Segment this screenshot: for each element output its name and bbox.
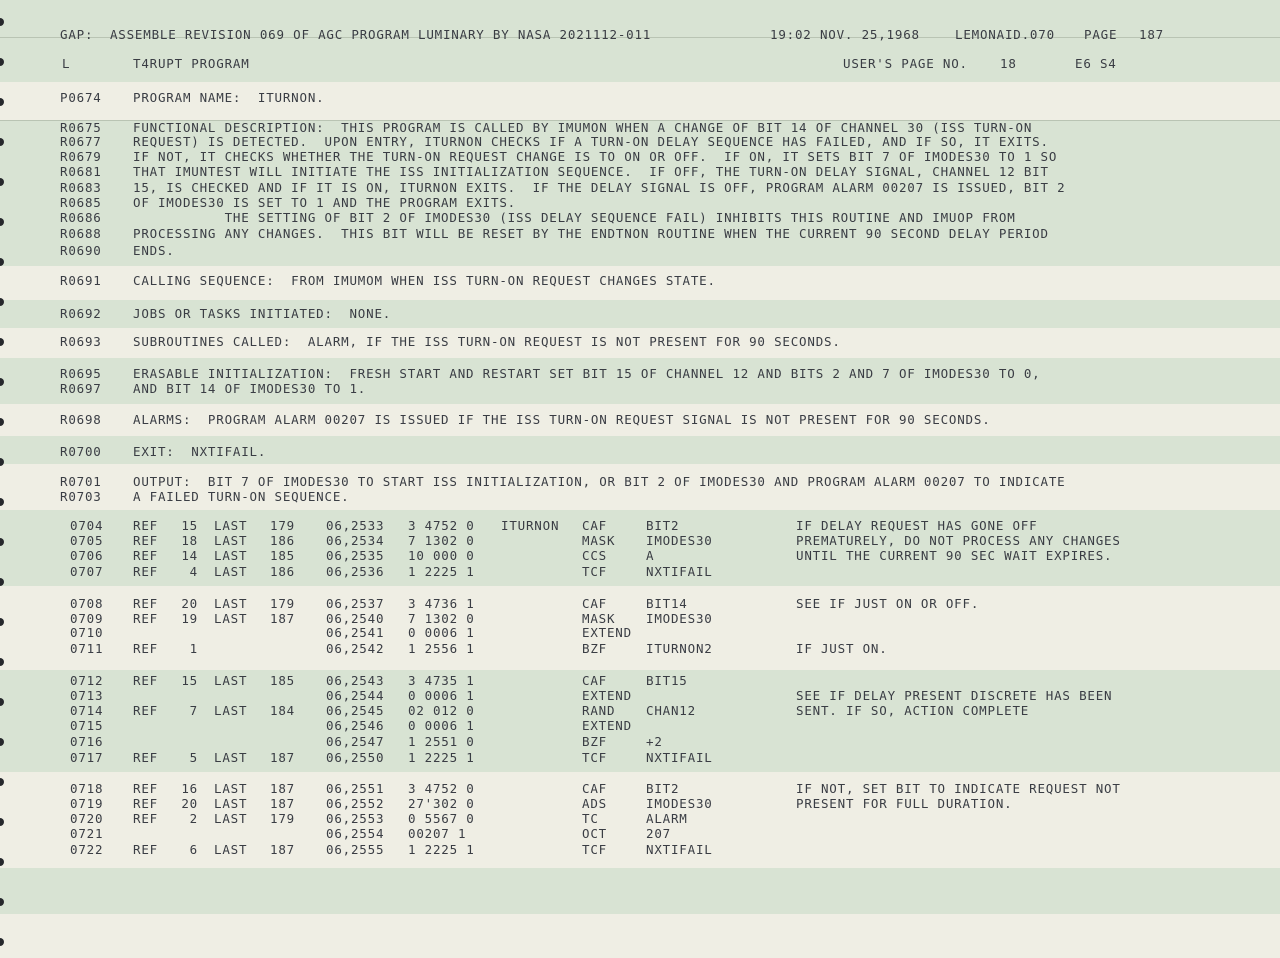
code-line (0, 750, 1280, 766)
line-id: R0691 (60, 273, 102, 288)
code-line (0, 533, 1280, 549)
octal-word: 00207 1 (408, 826, 467, 841)
program-name: LEMONAID.070 (955, 27, 1055, 42)
code-line (0, 811, 1280, 827)
opcode: CAF (582, 673, 607, 688)
ref-keyword: REF (133, 548, 158, 563)
operand: NXTIFAIL (646, 750, 713, 765)
comment-text: A FAILED TURN-ON SEQUENCE. (133, 489, 350, 504)
comment-text: ERASABLE INITIALIZATION: FRESH START AND RESTART SET BIT 15 OF CHANNEL 12 AND BITS 2 AND 7 OF IMODES30 TO 0, (133, 366, 1041, 381)
octal-word: 3 4735 1 (408, 673, 475, 688)
code-comment: SENT. IF SO, ACTION COMPLETE (796, 703, 1030, 718)
comment-text: PROGRAM NAME: ITURNON. (133, 90, 325, 105)
ref-count: 2 (189, 811, 198, 826)
comment-text: REQUEST) IS DETECTED. UPON ENTRY, ITURNON CHECKS IF A TURN-ON DELAY SEQUENCE HAS FAILED, AND IF SO, IT EXITS. (133, 134, 1049, 149)
octal-word: 0 0006 1 (408, 688, 475, 703)
comment-line (0, 273, 1280, 289)
address: 06,2536 (326, 564, 385, 579)
comment-text: IF NOT, IT CHECKS WHETHER THE TURN-ON REQUEST CHANGE IS TO ON OR OFF. IF ON, IT SETS BIT 7 OF IMODES30 TO 1 SO (133, 149, 1058, 164)
address: 06,2550 (326, 750, 385, 765)
line-id: R0693 (60, 334, 102, 349)
ref-count: 18 (181, 533, 198, 548)
line-number: 0707 (70, 564, 104, 579)
comment-line (0, 412, 1280, 428)
operand: BIT15 (646, 673, 688, 688)
operand: NXTIFAIL (646, 842, 713, 857)
comment-line (0, 306, 1280, 322)
line-number: 0715 (70, 718, 104, 733)
comment-line (0, 164, 1280, 180)
line-number: 0706 (70, 548, 104, 563)
comment-line (0, 180, 1280, 196)
operand: IMODES30 (646, 796, 713, 811)
address: 06,2552 (326, 796, 385, 811)
address: 06,2533 (326, 518, 385, 533)
code-line (0, 548, 1280, 564)
operand: BIT2 (646, 518, 680, 533)
last-keyword: LAST (214, 564, 248, 579)
line-id: R0697 (60, 381, 102, 396)
last-page: 184 (270, 703, 295, 718)
line-id: R0700 (60, 444, 102, 459)
line-id: R0683 (60, 180, 102, 195)
code-comment: UNTIL THE CURRENT 90 SEC WAIT EXPIRES. (796, 548, 1113, 563)
line-id: R0690 (60, 243, 102, 258)
code-comment: IF DELAY REQUEST HAS GONE OFF (796, 518, 1038, 533)
line-id: P0674 (60, 90, 102, 105)
line-number: 0721 (70, 826, 104, 841)
operand: BIT14 (646, 596, 688, 611)
comment-line (0, 134, 1280, 150)
code-line (0, 625, 1280, 641)
octal-word: 0 5567 0 (408, 811, 475, 826)
ref-keyword: REF (133, 596, 158, 611)
ref-count: 15 (181, 518, 198, 533)
address: 06,2541 (326, 625, 385, 640)
operand: CHAN12 (646, 703, 696, 718)
opcode: CAF (582, 596, 607, 611)
octal-word: 7 1302 0 (408, 533, 475, 548)
opcode: CCS (582, 548, 607, 563)
address: 06,2551 (326, 781, 385, 796)
line-number: 0708 (70, 596, 104, 611)
line-number: 0720 (70, 811, 104, 826)
last-keyword: LAST (214, 548, 248, 563)
ref-keyword: REF (133, 811, 158, 826)
comment-text: THAT IMUNTEST WILL INITIATE THE ISS INITIALIZATION SEQUENCE. IF OFF, THE TURN-ON DELAY SIGNAL, CHANNEL 12 BIT (133, 164, 1049, 179)
opcode: CAF (582, 781, 607, 796)
comment-text: SUBROUTINES CALLED: ALARM, IF THE ISS TURN-ON REQUEST IS NOT PRESENT FOR 90 SECONDS. (133, 334, 841, 349)
comment-text: ALARMS: PROGRAM ALARM 00207 IS ISSUED IF THE ISS TURN-ON REQUEST SIGNAL IS NOT PRESENT FOR 90 SECONDS. (133, 412, 991, 427)
last-keyword: LAST (214, 611, 248, 626)
ref-keyword: REF (133, 796, 158, 811)
comment-text: THE SETTING OF BIT 2 OF IMODES30 (ISS DELAY SEQUENCE FAIL) INHIBITS THIS ROUTINE AND IMUOP FROM (133, 210, 1016, 225)
code-line (0, 781, 1280, 797)
address: 06,2547 (326, 734, 385, 749)
ref-keyword: REF (133, 750, 158, 765)
line-number: 0705 (70, 533, 104, 548)
comment-text: EXIT: NXTIFAIL. (133, 444, 267, 459)
timestamp: 19:02 NOV. 25,1968 (770, 27, 920, 42)
section-title: T4RUPT PROGRAM (133, 56, 250, 71)
operand: ALARM (646, 811, 688, 826)
octal-word: 27'302 0 (408, 796, 475, 811)
comment-line (0, 90, 1280, 106)
code-line (0, 718, 1280, 734)
code-comment: IF JUST ON. (796, 641, 888, 656)
line-id: R0686 (60, 210, 102, 225)
octal-word: 3 4752 0 (408, 518, 475, 533)
code-line (0, 796, 1280, 812)
ref-keyword: REF (133, 842, 158, 857)
last-keyword: LAST (214, 533, 248, 548)
code-comment: SEE IF DELAY PRESENT DISCRETE HAS BEEN (796, 688, 1113, 703)
line-id: R0701 (60, 474, 102, 489)
octal-word: 1 2225 1 (408, 842, 475, 857)
opcode: MASK (582, 533, 616, 548)
code-comment: SEE IF JUST ON OR OFF. (796, 596, 980, 611)
last-page: 179 (270, 811, 295, 826)
address: 06,2544 (326, 688, 385, 703)
assembly-title: GAP: ASSEMBLE REVISION 069 OF AGC PROGRAM LUMINARY BY NASA 2021112-011 (60, 27, 652, 42)
line-id: R0681 (60, 164, 102, 179)
octal-word: 1 2556 1 (408, 641, 475, 656)
address: 06,2542 (326, 641, 385, 656)
comment-text: CALLING SEQUENCE: FROM IMUMOM WHEN ISS TURN-ON REQUEST CHANGES STATE. (133, 273, 716, 288)
last-page: 187 (270, 750, 295, 765)
octal-word: 0 0006 1 (408, 625, 475, 640)
comment-line (0, 243, 1280, 259)
paper-band (0, 914, 1280, 958)
line-number: 0709 (70, 611, 104, 626)
opcode: TC (582, 811, 599, 826)
listing-subheader (0, 56, 1280, 72)
address: 06,2546 (326, 718, 385, 733)
operand: A (646, 548, 655, 563)
ref-count: 19 (181, 611, 198, 626)
ref-count: 15 (181, 673, 198, 688)
line-id: R0698 (60, 412, 102, 427)
last-page: 186 (270, 533, 295, 548)
opcode: EXTEND (582, 625, 632, 640)
opcode: TCF (582, 750, 607, 765)
last-page: 187 (270, 781, 295, 796)
opcode: CAF (582, 518, 607, 533)
comment-line (0, 226, 1280, 242)
ref-keyword: REF (133, 673, 158, 688)
last-keyword: LAST (214, 703, 248, 718)
opcode: ADS (582, 796, 607, 811)
opcode: EXTEND (582, 718, 632, 733)
code-line (0, 518, 1280, 534)
address: 06,2535 (326, 548, 385, 563)
line-number: 0717 (70, 750, 104, 765)
ref-keyword: REF (133, 564, 158, 579)
page-code: E6 S4 (1075, 56, 1117, 71)
line-id: R0685 (60, 195, 102, 210)
last-keyword: LAST (214, 673, 248, 688)
line-id: R0677 (60, 134, 102, 149)
opcode: TCF (582, 842, 607, 857)
address: 06,2534 (326, 533, 385, 548)
line-number: 0713 (70, 688, 104, 703)
ref-count: 14 (181, 548, 198, 563)
ref-count: 16 (181, 781, 198, 796)
octal-word: 1 2225 1 (408, 564, 475, 579)
ref-count: 5 (189, 750, 198, 765)
last-page: 186 (270, 564, 295, 579)
last-keyword: LAST (214, 811, 248, 826)
operand: IMODES30 (646, 611, 713, 626)
last-page: 187 (270, 611, 295, 626)
octal-word: 10 000 0 (408, 548, 475, 563)
ref-count: 6 (189, 842, 198, 857)
code-line (0, 641, 1280, 657)
page-label: PAGE (1084, 27, 1118, 42)
symbol-label: ITURNON (501, 518, 560, 533)
octal-word: 0 0006 1 (408, 718, 475, 733)
line-number: 0714 (70, 703, 104, 718)
code-line (0, 703, 1280, 719)
ref-keyword: REF (133, 781, 158, 796)
code-comment: IF NOT, SET BIT TO INDICATE REQUEST NOT (796, 781, 1121, 796)
page-number: 187 (1139, 27, 1164, 42)
last-keyword: LAST (214, 596, 248, 611)
ref-keyword: REF (133, 533, 158, 548)
operand: IMODES30 (646, 533, 713, 548)
operand: BIT2 (646, 781, 680, 796)
ref-count: 20 (181, 796, 198, 811)
octal-word: 3 4736 1 (408, 596, 475, 611)
operand: ITURNON2 (646, 641, 713, 656)
comment-line (0, 474, 1280, 490)
line-number: 0722 (70, 842, 104, 857)
comment-text: AND BIT 14 OF IMODES30 TO 1. (133, 381, 367, 396)
opcode: BZF (582, 734, 607, 749)
line-number: 0718 (70, 781, 104, 796)
last-keyword: LAST (214, 781, 248, 796)
operand: 207 (646, 826, 671, 841)
opcode: BZF (582, 641, 607, 656)
opcode: MASK (582, 611, 616, 626)
line-id: R0675 (60, 120, 102, 135)
last-page: 187 (270, 796, 295, 811)
line-id: R0695 (60, 366, 102, 381)
last-page: 179 (270, 596, 295, 611)
code-line (0, 596, 1280, 612)
address: 06,2537 (326, 596, 385, 611)
code-line (0, 826, 1280, 842)
comment-line (0, 195, 1280, 211)
line-number: 0719 (70, 796, 104, 811)
comment-line (0, 381, 1280, 397)
users-page-label: USER'S PAGE NO. (843, 56, 968, 71)
ref-keyword: REF (133, 611, 158, 626)
octal-word: 3 4752 0 (408, 781, 475, 796)
comment-line (0, 210, 1280, 226)
opcode: TCF (582, 564, 607, 579)
last-keyword: LAST (214, 750, 248, 765)
listing-header (0, 27, 1280, 43)
address: 06,2543 (326, 673, 385, 688)
code-line (0, 564, 1280, 580)
line-id: R0703 (60, 489, 102, 504)
comment-text: OUTPUT: BIT 7 OF IMODES30 TO START ISS INITIALIZATION, OR BIT 2 OF IMODES30 AND PROGRAM ALARM 00207 TO INDICATE (133, 474, 1066, 489)
ref-keyword: REF (133, 518, 158, 533)
comment-text: PROCESSING ANY CHANGES. THIS BIT WILL BE RESET BY THE ENDTNON ROUTINE WHEN THE CURRENT 90 SECOND DELAY PERIOD (133, 226, 1049, 241)
address: 06,2545 (326, 703, 385, 718)
code-line (0, 734, 1280, 750)
ref-keyword: REF (133, 641, 158, 656)
opcode: EXTEND (582, 688, 632, 703)
line-id: R0688 (60, 226, 102, 241)
opcode: RAND (582, 703, 616, 718)
address: 06,2555 (326, 842, 385, 857)
octal-word: 7 1302 0 (408, 611, 475, 626)
address: 06,2553 (326, 811, 385, 826)
comment-text: ENDS. (133, 243, 175, 258)
code-line (0, 842, 1280, 858)
ref-keyword: REF (133, 703, 158, 718)
line-id: R0679 (60, 149, 102, 164)
last-page: 179 (270, 518, 295, 533)
line-number: 0716 (70, 734, 104, 749)
last-page: 187 (270, 842, 295, 857)
ref-count: 1 (189, 641, 198, 656)
comment-text: FUNCTIONAL DESCRIPTION: THIS PROGRAM IS CALLED BY IMUMON WHEN A CHANGE OF BIT 14 OF CHANNEL 30 (ISS TURN-ON (133, 120, 1033, 135)
comment-line (0, 444, 1280, 460)
last-keyword: LAST (214, 842, 248, 857)
paper-band (0, 868, 1280, 914)
line-number: 0712 (70, 673, 104, 688)
comment-line (0, 366, 1280, 382)
last-keyword: LAST (214, 796, 248, 811)
comment-line (0, 149, 1280, 165)
line-id: R0692 (60, 306, 102, 321)
comment-text: 15, IS CHECKED AND IF IT IS ON, ITURNON EXITS. IF THE DELAY SIGNAL IS OFF, PROGRAM ALARM 00207 IS ISSUED, BIT 2 (133, 180, 1066, 195)
code-comment: PRESENT FOR FULL DURATION. (796, 796, 1013, 811)
ref-count: 4 (189, 564, 198, 579)
last-page: 185 (270, 548, 295, 563)
opcode: OCT (582, 826, 607, 841)
comment-line (0, 489, 1280, 505)
octal-word: 02 012 0 (408, 703, 475, 718)
line-number: 0704 (70, 518, 104, 533)
octal-word: 1 2225 1 (408, 750, 475, 765)
address: 06,2540 (326, 611, 385, 626)
users-page-number: 18 (1000, 56, 1017, 71)
comment-line (0, 334, 1280, 350)
code-line (0, 688, 1280, 704)
operand: NXTIFAIL (646, 564, 713, 579)
last-page: 185 (270, 673, 295, 688)
ref-count: 7 (189, 703, 198, 718)
code-line (0, 673, 1280, 689)
last-keyword: LAST (214, 518, 248, 533)
l-marker: L (62, 56, 71, 71)
line-number: 0711 (70, 641, 104, 656)
line-number: 0710 (70, 625, 104, 640)
ref-count: 20 (181, 596, 198, 611)
comment-text: OF IMODES30 IS SET TO 1 AND THE PROGRAM EXITS. (133, 195, 516, 210)
code-comment: PREMATURELY, DO NOT PROCESS ANY CHANGES (796, 533, 1121, 548)
address: 06,2554 (326, 826, 385, 841)
operand: +2 (646, 734, 663, 749)
comment-text: JOBS OR TASKS INITIATED: NONE. (133, 306, 392, 321)
octal-word: 1 2551 0 (408, 734, 475, 749)
